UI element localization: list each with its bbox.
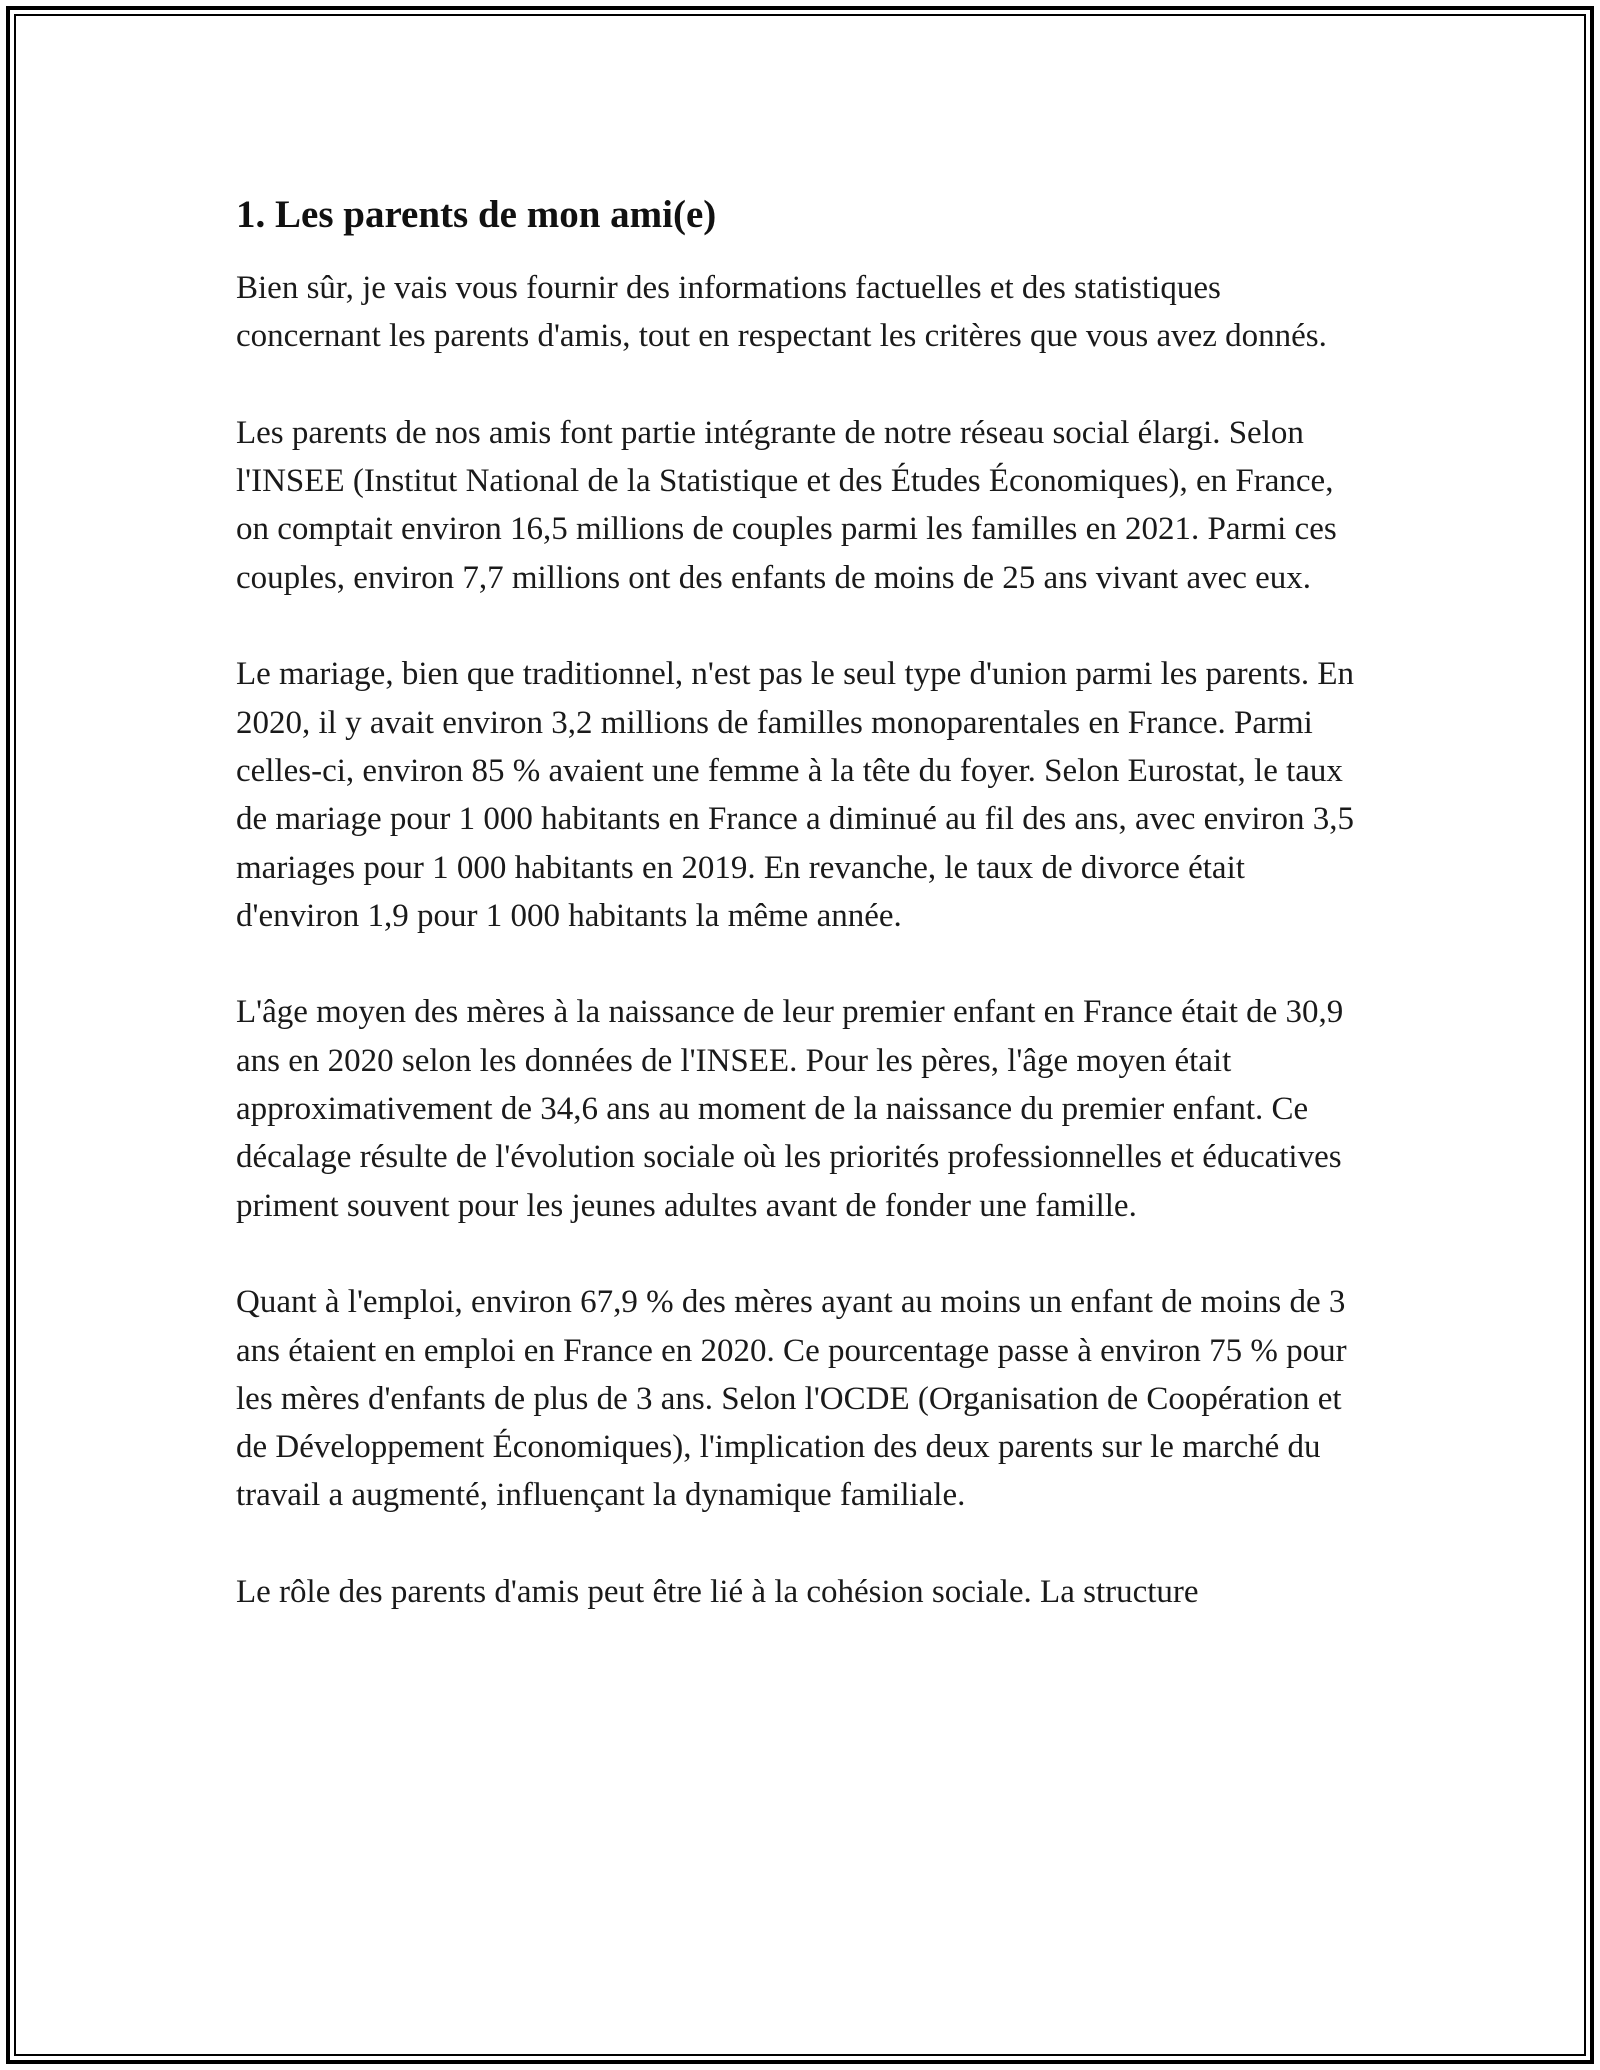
section-title: 1. Les parents de mon ami(e) [236,193,717,236]
paragraph-emploi: Quant à l'emploi, environ 67,9 % des mères ayant au moins un enfant de moins de 3 ans étaient en emploi en France en 2020. Ce pourcentage passe à environ 75 % pour les mères d'enfants de plus de 3 ans. Selon l'OCDE (Organisation de Coopération et de Développement Économiques), l'implication des deux parents sur le marché du travail a augmenté, influençant la dynamique familiale. [236,1284,1347,1514]
paragraph-age-moyen: L'âge moyen des mères à la naissance de leur premier enfant en France était de 30,9 ans en 2020 selon les données de l'INSEE. Pour les pères, l'âge moyen était approximativement de 34,6 ans au moment de la naissance du premier enfant. Ce décalage résulte de l'évolution sociale où les priorités professionnelles et éducatives priment souvent pour les jeunes adultes avant de fonder une famille. [236,994,1344,1224]
paragraph-couples: Les parents de nos amis font partie intégrante de notre réseau social élargi. Selon l'INSEE (Institut National de la Statistique et des Études Économiques), en France, on comptait environ 16,5 millions de couples parmi les familles en 2021. Parmi ces couples, environ 7,7 millions ont des enfants de moins de 25 ans vivant avec eux. [236,414,1337,596]
document-body [236,190,1361,1616]
paragraph-cohesion: Le rôle des parents d'amis peut être lié à la cohésion sociale. La structure [236,1574,1199,1611]
paragraph-intro: Bien sûr, je vais vous fournir des informations factuelles et des statistiques concernant les parents d'amis, tout en respectant les critères que vous avez donnés. [236,270,1327,355]
paragraph-mariage: Le mariage, bien que traditionnel, n'est pas le seul type d'union parmi les parents. En 2020, il y avait environ 3,2 millions de familles monoparentales en France. Parmi celles-ci, environ 85 % avaient une femme à la tête du foyer. Selon Eurostat, le taux de mariage pour 1 000 habitants en France a diminué au fil des ans, avec environ 3,5 mariages pour 1 000 habitants en 2019. En revanche, le taux de divorce était d'environ 1,9 pour 1 000 habitants la même année. [236,656,1354,934]
